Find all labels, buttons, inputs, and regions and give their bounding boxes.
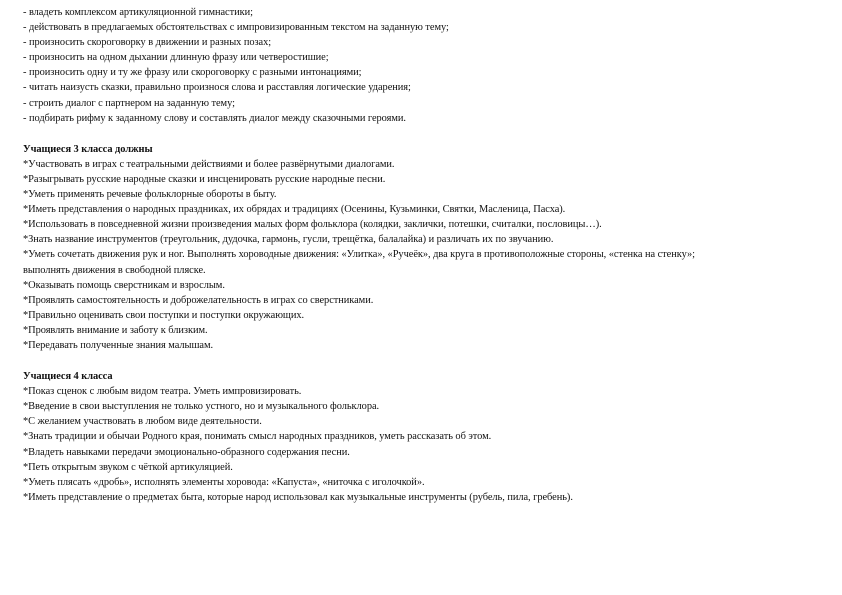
grade3-line: выполнять движения в свободной пляске. <box>23 264 206 276</box>
grade3-section <box>23 142 823 353</box>
intro-list <box>23 5 823 126</box>
grade4-line: *Иметь представление о предметах быта, которые народ использовал как музыкальные инструменты (рубель, пила, гребень). <box>23 491 573 503</box>
document-page <box>23 5 823 505</box>
grade4-line: *Уметь плясать «дробь», исполнять элементы хоровода: «Капуста», «ниточка с иголочкой». <box>23 476 425 488</box>
intro-line: - действовать в предлагаемых обстоятельствах с импровизированным текстом на заданную тему; <box>23 22 449 34</box>
grade3-heading: Учащиеся 3 класса должны <box>23 143 153 155</box>
intro-line: - произносить на одном дыхании длинную фразу или четверостишие; <box>23 52 329 64</box>
grade3-line: *Передавать полученные знания малышам. <box>23 339 214 351</box>
intro-line: - подбирать рифму к заданному слову и составлять диалог между сказочными героями. <box>23 112 406 124</box>
grade3-line: *Уметь сочетать движения рук и ног. Выполнять хороводные движения: «Улитка», «Ручеёк», два круга в противоположные стороны, «стенка на стенку»; <box>23 249 695 261</box>
grade4-heading: Учащиеся 4 класса <box>23 371 113 383</box>
intro-line: - произносить одну и ту же фразу или скороговорку с разными интонациями; <box>23 67 362 79</box>
grade3-line: *Использовать в повседневной жизни произведения малых форм фольклора (колядки, заклички, потешки, считалки, пословицы…). <box>23 219 602 231</box>
grade4-line: *Петь открытым звуком с чёткой артикуляцией. <box>23 461 233 473</box>
grade3-line: *Проявлять внимание и заботу к близким. <box>23 324 208 336</box>
grade4-line: *С желанием участвовать в любом виде деятельности. <box>23 416 262 428</box>
grade3-line: *Оказывать помощь сверстникам и взрослым. <box>23 279 225 291</box>
grade3-line: *Участвовать в играх с театральными действиями и более развёрнутыми диалогами. <box>23 158 395 170</box>
grade3-line: *Иметь представления о народных праздниках, их обрядах и традициях (Осенины, Кузьминки, Святки, Масленица, Пасха). <box>23 204 566 216</box>
grade3-line: *Знать название инструментов (треугольник, дудочка, гармонь, гусли, трещётка, балалайка) и различать их по звучанию. <box>23 234 554 246</box>
grade3-line: *Уметь применять речевые фольклорные обороты в быту. <box>23 189 277 201</box>
intro-line: - читать наизусть сказки, правильно произнося слова и расставляя логические ударения; <box>23 82 411 94</box>
grade4-section <box>23 369 823 505</box>
grade4-line: *Показ сценок с любым видом театра. Уметь импровизировать. <box>23 386 302 398</box>
grade4-line: *Знать традиции и обычаи Родного края, понимать смысл народных праздников, уметь рассказать об этом. <box>23 431 492 443</box>
grade4-line: *Введение в свои выступления не только устного, но и музыкального фольклора. <box>23 401 380 413</box>
grade3-line: *Проявлять самостоятельность и доброжелательность в играх со сверстниками. <box>23 294 374 306</box>
grade3-line: *Разыгрывать русские народные сказки и инсценировать русские народные песни. <box>23 173 386 185</box>
section-spacer <box>23 353 823 369</box>
grade4-line: *Владеть навыками передачи эмоционально-образного содержания песни. <box>23 446 350 458</box>
intro-line: - владеть комплексом артикуляционной гимнастики; <box>23 7 253 18</box>
intro-line: - строить диалог с партнером на заданную тему; <box>23 97 235 109</box>
section-spacer <box>23 126 823 142</box>
grade3-line: *Правильно оценивать свои поступки и поступки окружающих. <box>23 309 305 321</box>
intro-line: - произносить скороговорку в движении и разных позах; <box>23 37 272 49</box>
